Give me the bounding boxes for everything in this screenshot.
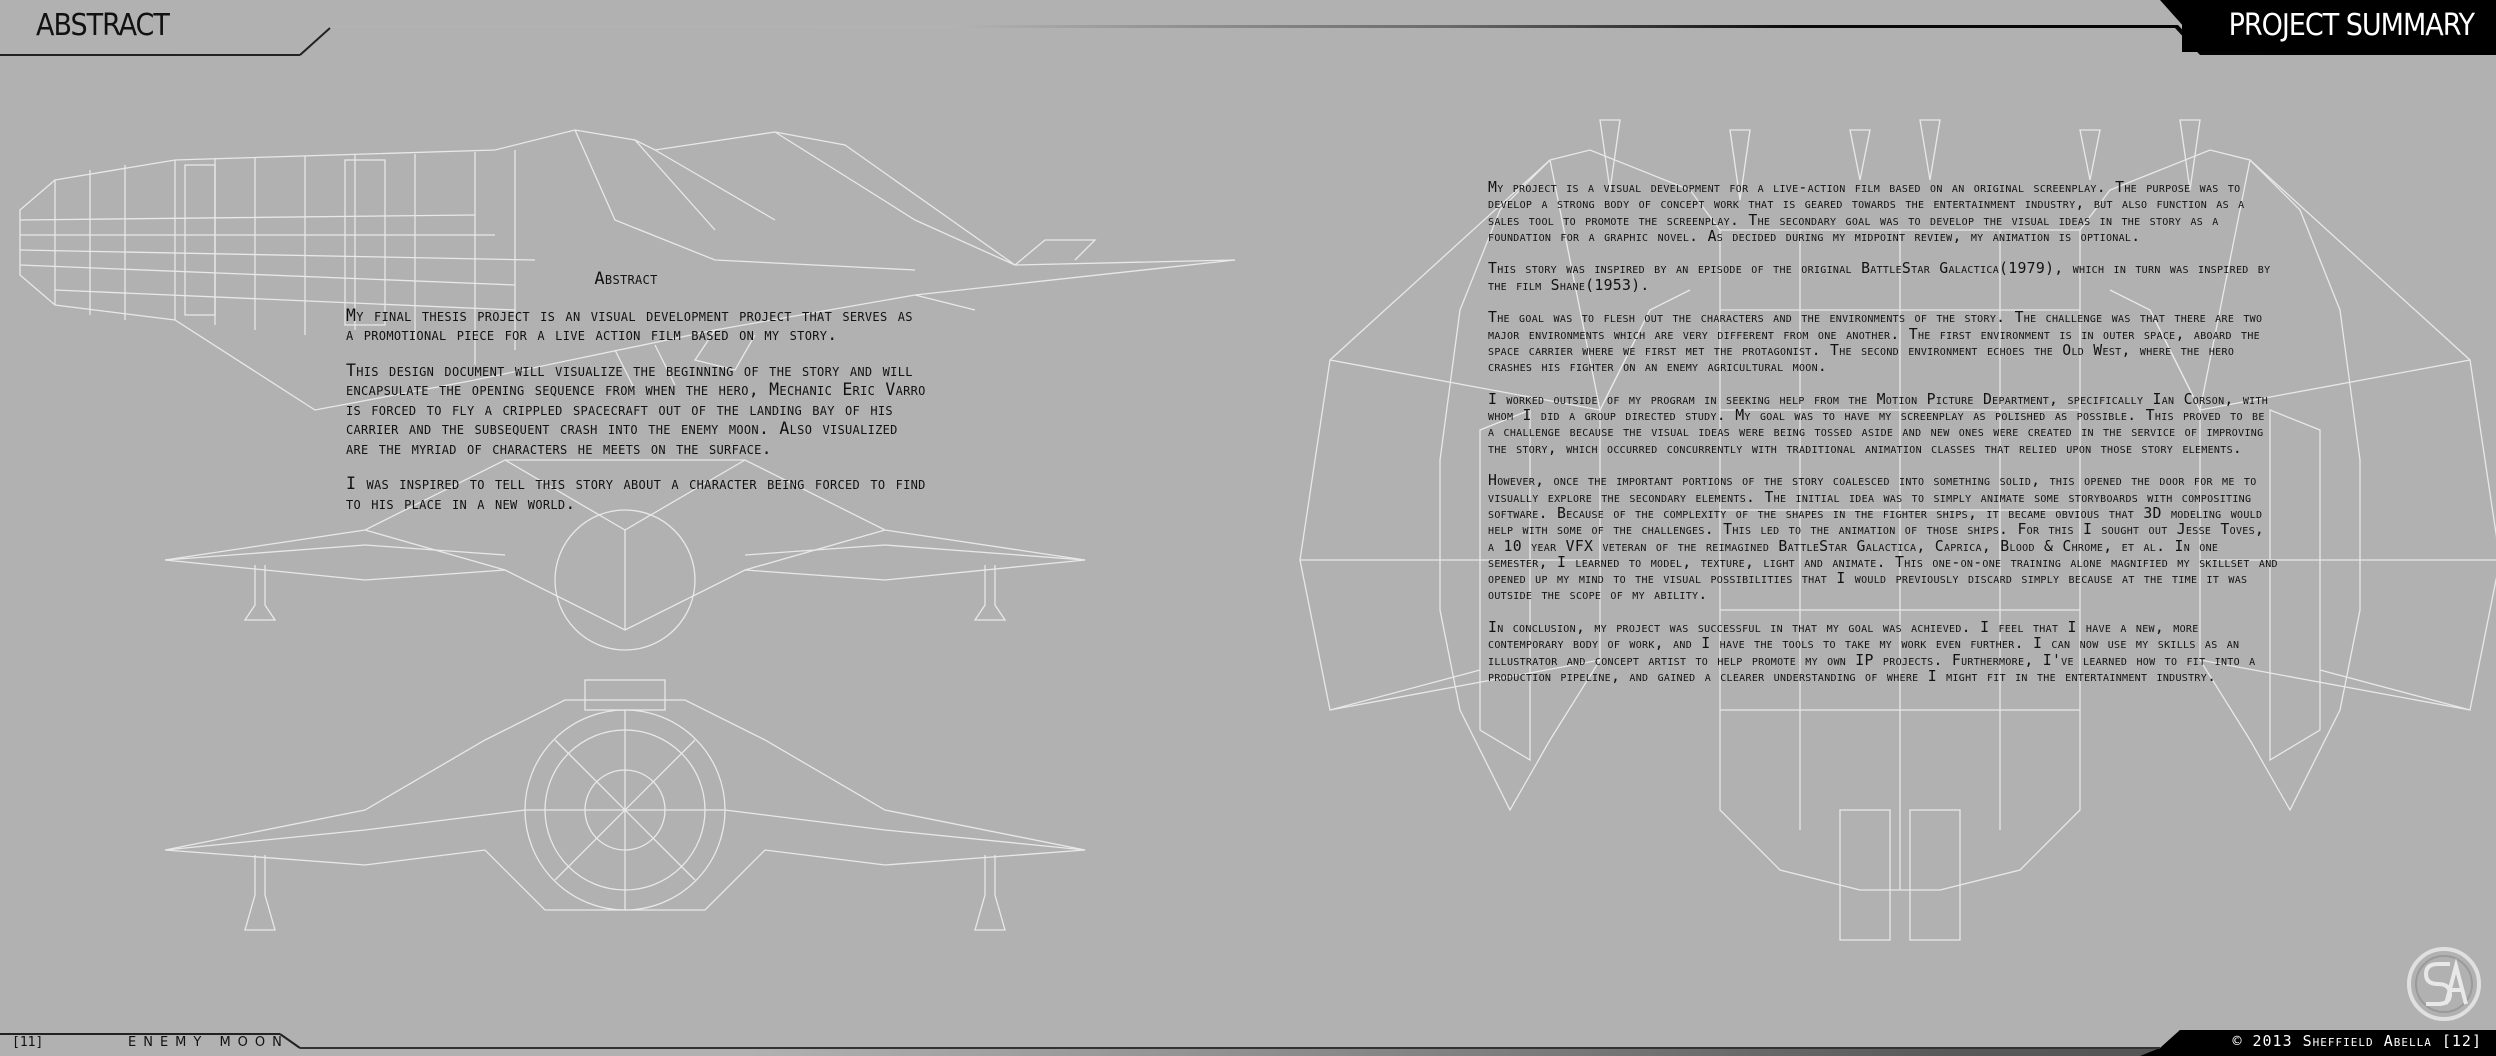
- summary-paragraph: In conclusion, my project was successful in that my goal was achieved. I feel that I have a new, more contemporary body of work, and I have the tools to take my work even further. I can now use my skills as an illustrator and concept artist to help promote my own IP projects. Furthermore, I've learned how to fit into a production pipeline, and gained a clearer understanding of where I might fit in the entertainment industry.: [1488, 619, 2256, 685]
- summary-paragraph: I worked outside of my program in seeking help from the Motion Picture Department, specifically Ian Corson, with whom I did a group directed study. My goal was to have my screenplay as polished as possible. This proved to be a challenge because the visual ideas were being tossed aside and new ones were created in the service of improving the story, which occurred concurrently with traditional animation classes that relied upon those story elements.: [1488, 390, 2269, 457]
- summary-paragraph: The goal was to flesh out the characters and the environments of the story. The challenge was that there are two major environments which are very different from one another. The first environment is in outer space, aboard the space carrier where we first met the protagonist. The second environment echoes the Old West, where the hero crashes his fighter on an enemy agricultural moon.: [1488, 309, 2263, 376]
- page-title-left: ABSTRACT: [36, 8, 169, 43]
- page-number-left: [11]: [12, 1035, 44, 1050]
- ship-front-wireframe-lower: [165, 680, 1085, 940]
- abstract-paragraph: This design document will visualize the beginning of the story and will encapsulate the opening sequence from when the hero, Mechanic Eric Varro is forced to fly a crippled spacecraft out of the landing bay of his carrier and the subsequent crash into the enemy moon. Also visualized are the myriad of characters he meets on the surface.: [346, 360, 926, 458]
- copyright-page-number: © 2013 Sheffield Abella [12]: [2232, 1032, 2482, 1050]
- abstract-heading: Abstract: [594, 269, 658, 289]
- header-band: [0, 0, 2496, 58]
- summary-paragraph: My project is a visual development for a live-action film based on an original screenplay. The purpose was to develop a strong body of concept work that is geared towards the entertainment industry, but also function as a sales tool to promote the screenplay. The secondary goal was to develop the visual ideas in the story as a foundation for a graphic novel. As decided during my midpoint review, my animation is optional.: [1488, 179, 2245, 245]
- summary-paragraph: This story was inspired by an episode of the original BattleStar Galactica(1979), which in turn was inspired by the film Shane(1953).: [1488, 260, 2271, 294]
- footer-band: [0, 1030, 2496, 1056]
- brand-wordmark: ENEMY MOON: [128, 1035, 289, 1050]
- abstract-section: [346, 270, 926, 529]
- abstract-paragraph: My final thesis project is an visual development project that serves as a promotional piece for a live action film based on my story.: [346, 305, 913, 344]
- summary-paragraph: However, once the important portions of the story coalesced into something solid, this opened the door for me to visually explore the secondary elements. The initial idea was to simply animate some storyboards with compositing software. Because of the complexity of the shapes in the fighter ships, it became obvious that 3D modeling would help with some of the challenges. This led to the animation of those ships. For this I sought out Jesse Toves, a 10 year VFX veteran of the reimagined BattleStar Galactica, Caprica, Blood & Chrome, et al. In one semester, I learned to model, texture, light and animate. This one-on-one training alone magnified my skillset and opened up my mind to the visual possibilities that I would previously discard simply because at the time it was outside the scope of my ability.: [1488, 472, 2278, 604]
- page-title-right: PROJECT SUMMARY: [2228, 8, 2474, 43]
- abstract-paragraph: I was inspired to tell this story about a character being forced to find to his place in a new world.: [346, 474, 926, 513]
- sa-monogram-icon: [2406, 946, 2482, 1022]
- project-summary-section: [1488, 180, 2278, 702]
